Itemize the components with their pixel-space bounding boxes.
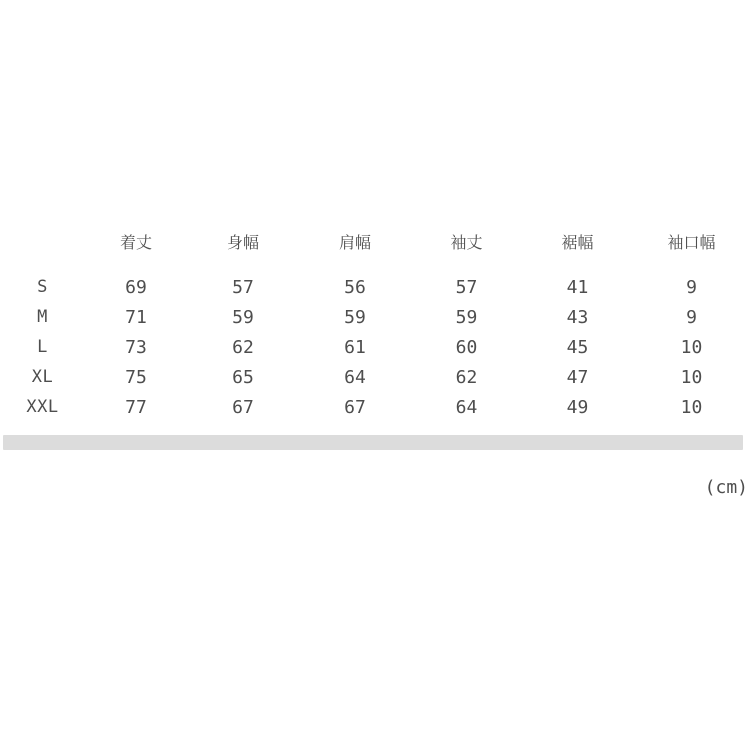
value-hem-width: 45 [566,336,589,358]
size-row-xl [0,362,750,392]
value-hem-width: 47 [566,366,589,388]
value-shoulder-width: 61 [344,336,366,358]
header-size-column-spacer [0,226,85,256]
value-cuff-width: 9 [686,276,697,298]
unit-label: (cm) [704,476,748,498]
value-shoulder-width: 59 [344,306,366,328]
size-row-xxl [0,392,750,422]
size-table-header-row [0,226,750,256]
column-header-body-width: 身幅 [226,232,259,252]
size-label: M [37,307,48,327]
value-body-length: 73 [125,336,147,358]
value-cuff-width: 10 [680,396,703,418]
value-cuff-width: 10 [680,366,703,388]
size-row-m [0,302,750,332]
value-body-length: 71 [125,306,147,328]
value-body-width: 59 [232,306,254,328]
column-header-shoulder-width: 肩幅 [338,232,371,252]
column-header-body-length: 着丈 [119,232,152,252]
value-sleeve-length: 59 [455,306,478,328]
value-body-length: 69 [125,276,147,298]
value-hem-width: 43 [566,306,589,328]
value-body-length: 77 [125,396,147,418]
value-shoulder-width: 64 [344,366,366,388]
size-row-l [0,332,750,362]
value-body-width: 62 [232,336,254,358]
value-hem-width: 49 [566,396,589,418]
value-sleeve-length: 64 [455,396,478,418]
value-sleeve-length: 57 [455,276,478,298]
column-header-cuff-width: 袖口幅 [667,232,716,252]
horizontal-scrollbar[interactable] [3,435,743,450]
value-cuff-width: 9 [686,306,697,328]
value-body-width: 67 [232,396,254,418]
value-body-length: 75 [125,366,147,388]
value-body-width: 57 [232,276,254,298]
value-shoulder-width: 56 [344,276,366,298]
size-row-s [0,272,750,302]
value-sleeve-length: 60 [455,336,478,358]
size-label: L [37,337,48,357]
value-cuff-width: 10 [680,336,703,358]
size-label: XXL [26,397,59,417]
value-sleeve-length: 62 [455,366,478,388]
value-body-width: 65 [232,366,254,388]
size-label: XL [31,367,54,387]
value-shoulder-width: 67 [344,396,366,418]
column-header-hem-width: 裾幅 [561,232,594,252]
value-hem-width: 41 [566,276,589,298]
column-header-sleeve-length: 袖丈 [450,232,483,252]
size-label: S [37,277,48,297]
